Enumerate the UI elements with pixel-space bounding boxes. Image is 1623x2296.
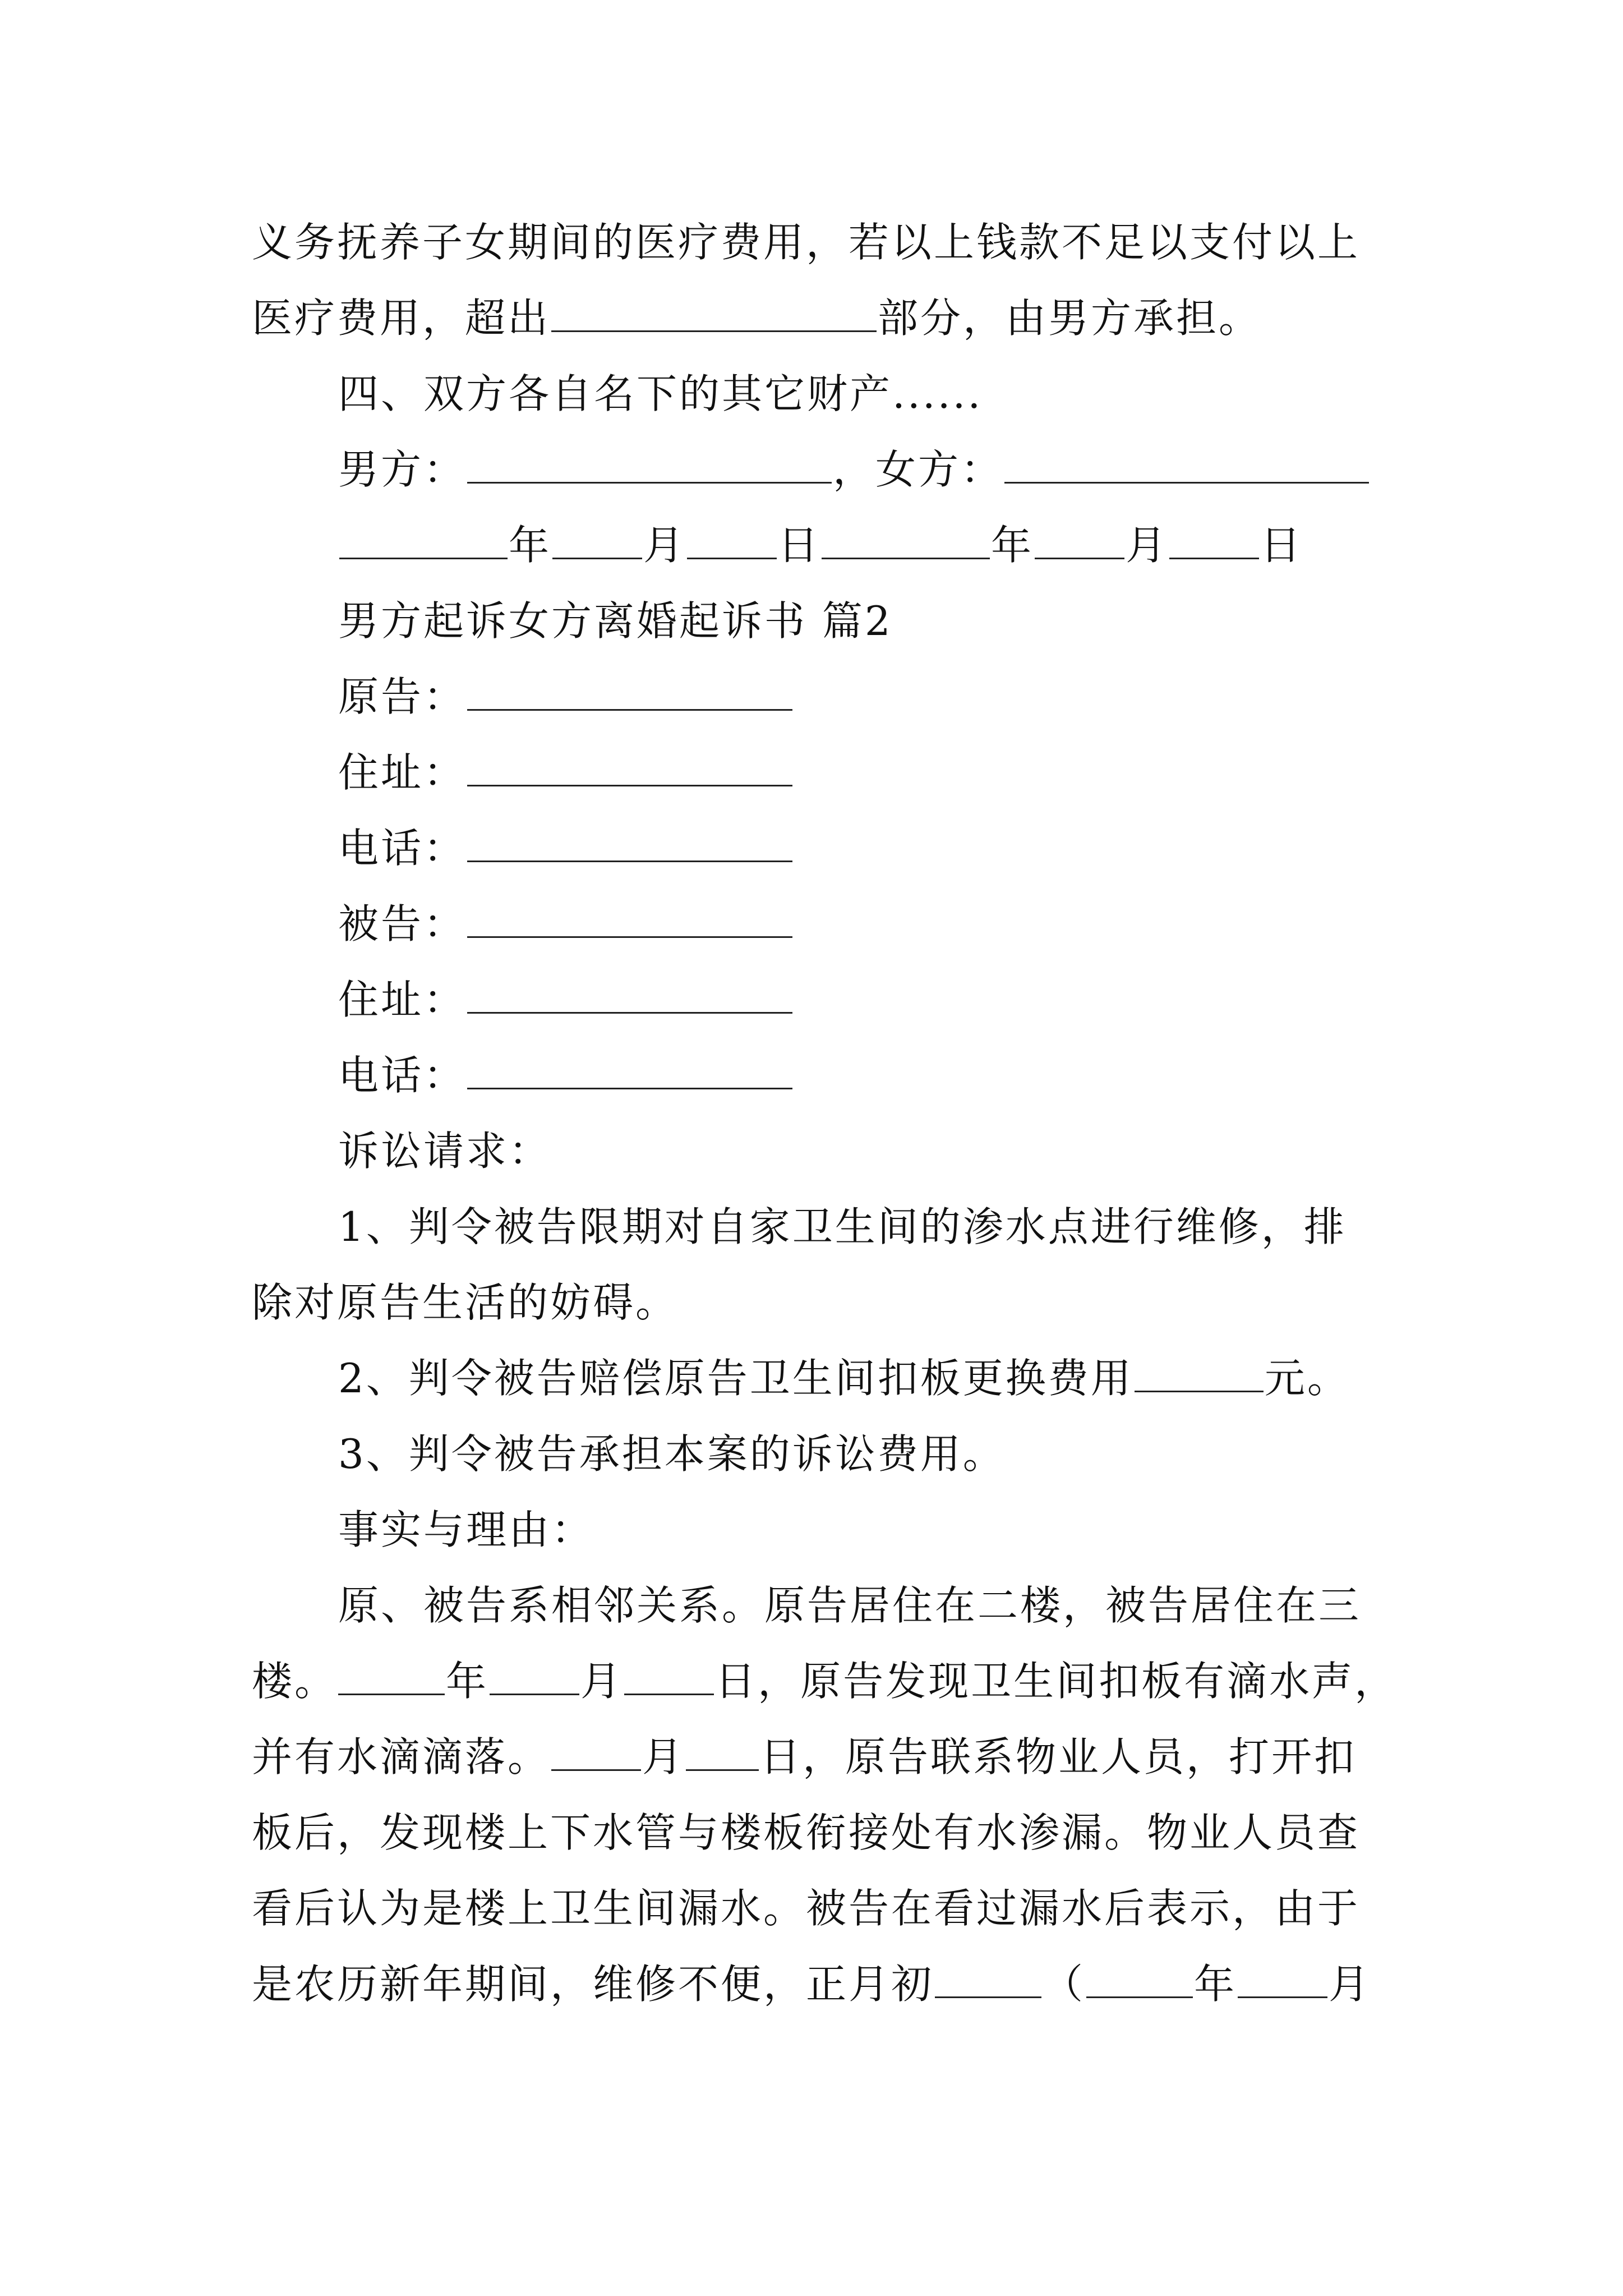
- date-unit: 日: [1260, 522, 1303, 569]
- text-line: [338, 1123, 551, 1179]
- paragraph-text: 2、判令被告赔偿原告卫生间扣板更换费用: [338, 1355, 1133, 1402]
- paragraph-text: ，原告发现卫生间扣板有滴水声，: [758, 1658, 1398, 1705]
- paragraph-text: 看后认为是楼上卫生间漏水。被告在看过漏水后表示，由于: [252, 1885, 1361, 1932]
- paragraph-text: 元。: [1264, 1355, 1350, 1402]
- paragraph-text: 楼。: [252, 1658, 338, 1705]
- blank-line: [338, 1659, 445, 1695]
- date-unit: 日: [715, 1658, 758, 1705]
- text-line: [338, 1199, 1347, 1255]
- date-unit: 年: [991, 522, 1034, 569]
- paragraph-text: 事实与理由：: [338, 1506, 594, 1553]
- blank-line: [467, 1053, 792, 1089]
- field-label: 电话：: [338, 825, 467, 872]
- field-label: 被告：: [338, 900, 467, 947]
- blank-line: [552, 523, 642, 559]
- blank-line: [339, 523, 508, 559]
- paragraph-text: 医疗费用，超出: [252, 295, 551, 342]
- blank-line: [1035, 523, 1124, 559]
- label: ，女方：: [833, 446, 1004, 493]
- field-label: 住址：: [338, 976, 467, 1023]
- blank-line: [467, 977, 792, 1014]
- paragraph-text: 1、判令被告限期对自家卫生间的渗水点进行维修，排: [338, 1203, 1347, 1250]
- date-unit: 月: [580, 1658, 624, 1705]
- blank-line: [551, 296, 877, 332]
- field-label: 原告：: [338, 673, 467, 720]
- text-line: [252, 1956, 1371, 2012]
- blank-line: [686, 1734, 759, 1771]
- paragraph-text: （: [1043, 1961, 1086, 2008]
- date-unit: 日: [760, 1733, 803, 1780]
- blank-line: [1238, 1962, 1327, 1998]
- paragraph-text: 3、判令被告承担本案的诉讼费用。: [338, 1430, 1006, 1478]
- date-unit: 月: [643, 522, 686, 569]
- paragraph-text: ，原告联系物业人员，打开扣: [803, 1733, 1357, 1780]
- form-field: [338, 744, 794, 800]
- blank-line: [490, 1659, 579, 1695]
- text-line: [338, 1350, 1350, 1406]
- text-line: [338, 1577, 1361, 1634]
- field-label: 电话：: [338, 1052, 467, 1099]
- blank-line: [467, 750, 792, 786]
- text-line: [252, 1880, 1360, 1936]
- date-unit: 月: [642, 1733, 685, 1780]
- blank-line: [822, 523, 990, 559]
- blank-line: [687, 523, 777, 559]
- blank-line: [467, 447, 832, 484]
- date-unit: 年: [446, 1658, 489, 1705]
- paragraph-text: 板后，发现楼上下水管与楼板衔接处有水渗漏。物业人员查: [252, 1809, 1361, 1856]
- blank-line: [624, 1659, 714, 1695]
- paragraph-text: 部分，由男方承担。: [878, 295, 1262, 342]
- blank-line: [1004, 447, 1369, 484]
- form-field: [338, 1047, 794, 1103]
- heading-text: 男方起诉女方离婚起诉书 篇2: [338, 597, 893, 645]
- paragraph-text: 四、双方各自名下的其它财产......: [338, 370, 983, 417]
- date-unit: 日: [778, 522, 821, 569]
- signature-line: [338, 441, 1370, 498]
- form-field: [338, 669, 794, 725]
- text-line: [338, 1502, 594, 1558]
- text-line: [252, 1274, 678, 1331]
- blank-line: [467, 901, 792, 938]
- text-line: [252, 1805, 1360, 1861]
- section-title: [338, 593, 893, 649]
- text-line: [338, 1426, 1006, 1482]
- field-label: 住址：: [338, 749, 467, 796]
- date-unit: 月: [1329, 1961, 1372, 2008]
- paragraph-text: 除对原告生活的妨碍。: [252, 1279, 679, 1326]
- paragraph-text: 并有水滴滴落。: [252, 1733, 551, 1780]
- blank-line: [467, 674, 792, 711]
- label: 男方：: [338, 446, 467, 493]
- text-line: [252, 1729, 1357, 1785]
- blank-line: [467, 826, 792, 862]
- paragraph-text: 诉讼请求：: [338, 1128, 552, 1175]
- form-field: [338, 820, 794, 876]
- date-unit: 月: [1126, 522, 1169, 569]
- blank-line: [1086, 1962, 1193, 1998]
- paragraph-text: 原、被告系相邻关系。原告居住在二楼，被告居住在三: [338, 1582, 1362, 1629]
- text-line: [252, 290, 1261, 346]
- form-field: [338, 896, 794, 952]
- paragraph-text: 义务抚养子女期间的医疗费用，若以上钱款不足以支付以上: [252, 219, 1361, 266]
- text-line: [252, 214, 1360, 270]
- text-line: [252, 1653, 1397, 1709]
- blank-line: [1169, 523, 1259, 559]
- blank-line: [935, 1962, 1041, 1998]
- blank-line: [551, 1734, 641, 1771]
- form-field: [338, 972, 794, 1028]
- paragraph-text: 是农历新年期间，维修不便，正月初: [252, 1961, 934, 2008]
- date-unit: 年: [1194, 1961, 1237, 2008]
- text-line: [338, 366, 983, 422]
- date-unit: 年: [509, 522, 552, 569]
- blank-line: [1135, 1356, 1264, 1392]
- date-line: [338, 517, 1303, 573]
